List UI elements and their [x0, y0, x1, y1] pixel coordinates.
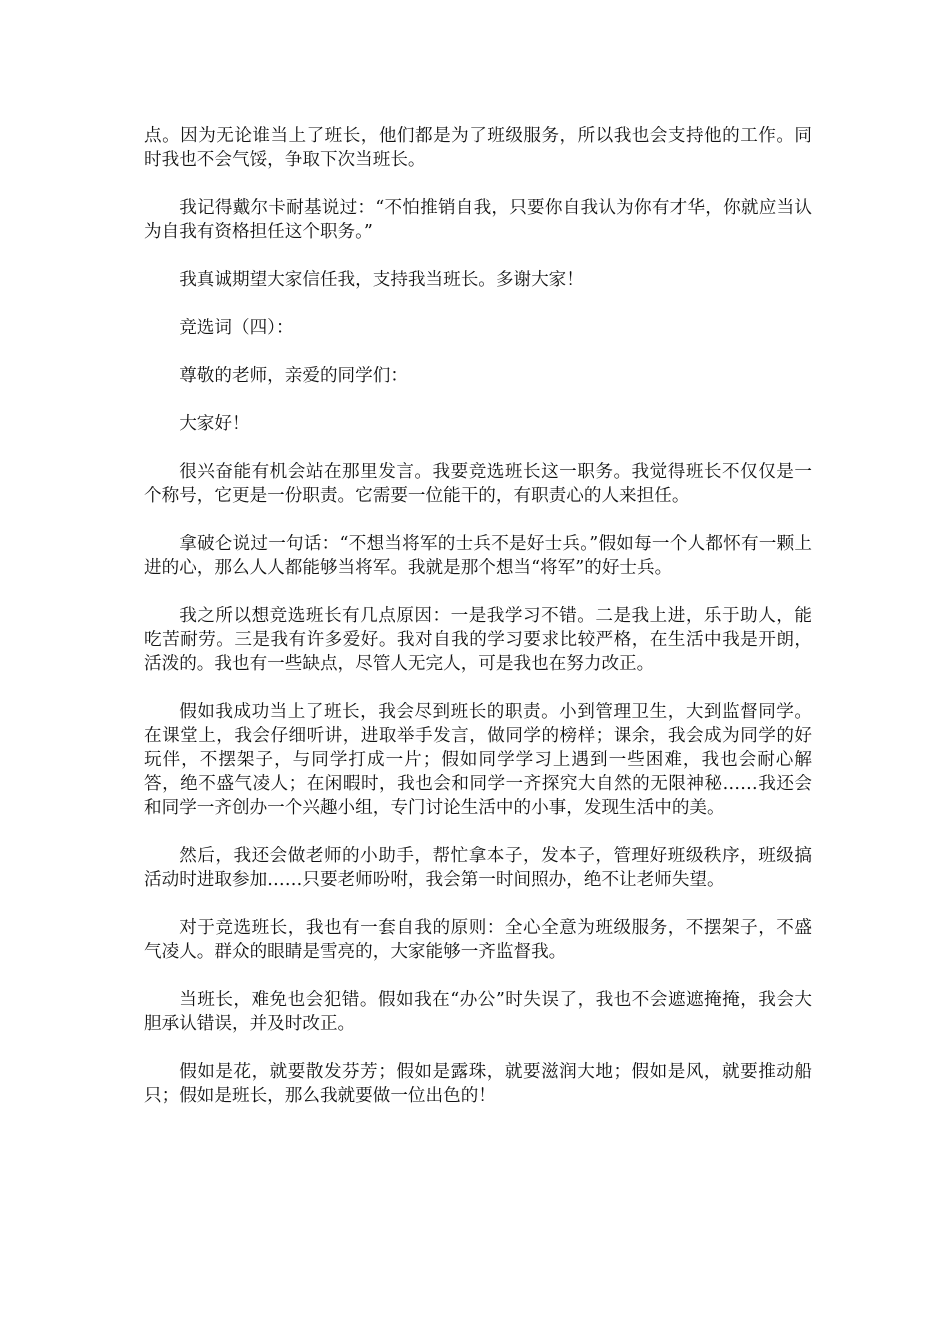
section-heading: 竞选词（四）：	[179, 318, 294, 338]
paragraph: 点。因为无论谁当上了班长，他们都是为了班级服务，所以我也会支持他的工作。同时我也不会气馁，争取下次当班长。	[144, 126, 812, 170]
paragraph: 拿破仑说过一句话：“不想当将军的士兵不是好士兵。”假如每一个人都怀有一颗上进的心，那么人人都能够当将军。我就是那个想当“将军”的好士兵。	[144, 534, 812, 578]
paragraph: 当班长，难免也会犯错。假如我在“办公”时失误了，我也不会遮遮掩掩，我会大胆承认错误，并及时改正。	[144, 990, 812, 1034]
document-body	[144, 124, 812, 1132]
paragraph: 对于竞选班长，我也有一套自我的原则：全心全意为班级服务，不摆架子，不盛气凌人。群众的眼睛是雪亮的，大家能够一齐监督我。	[144, 918, 812, 962]
greeting: 大家好！	[179, 414, 250, 434]
paragraph: 很兴奋能有机会站在那里发言。我要竞选班长这一职务。我觉得班长不仅仅是一个称号，它更是一份职责。它需要一位能干的，有职责心的人来担任。	[144, 462, 812, 506]
paragraph: 我之所以想竞选班长有几点原因：一是我学习不错。二是我上进，乐于助人，能吃苦耐劳。三是我有许多爱好。我对自我的学习要求比较严格，在生活中我是开朗，活泼的。我也有一些缺点，尽管人无完人，可是我也在努力改正。	[144, 606, 812, 674]
salutation: 尊敬的老师，亲爱的同学们：	[179, 366, 408, 386]
paragraph: 我记得戴尔卡耐基说过：“不怕推销自我，只要你自我认为你有才华，你就应当认为自我有资格担任这个职务。”	[144, 198, 812, 242]
paragraph: 然后，我还会做老师的小助手，帮忙拿本子，发本子，管理好班级秩序，班级搞活动时进取参加……只要老师吩咐，我会第一时间照办，绝不让老师失望。	[144, 846, 812, 890]
paragraph: 假如是花，就要散发芬芳；假如是露珠，就要滋润大地；假如是风，就要推动船只；假如是班长，那么我就要做一位出色的！	[144, 1062, 812, 1106]
paragraph: 假如我成功当上了班长，我会尽到班长的职责。小到管理卫生，大到监督同学。在课堂上，我会仔细听讲，进取举手发言，做同学的榜样；课余，我会成为同学的好玩伴，不摆架子，与同学打成一片；假如同学学习上遇到一些困难，我也会耐心解答，绝不盛气凌人；在闲暇时，我也会和同学一齐探究大自然的无限神秘……我还会和同学一齐创办一个兴趣小组，专门讨论生活中的小事，发现生活中的美。	[144, 702, 812, 818]
paragraph: 我真诚期望大家信任我，支持我当班长。多谢大家！	[179, 270, 584, 290]
